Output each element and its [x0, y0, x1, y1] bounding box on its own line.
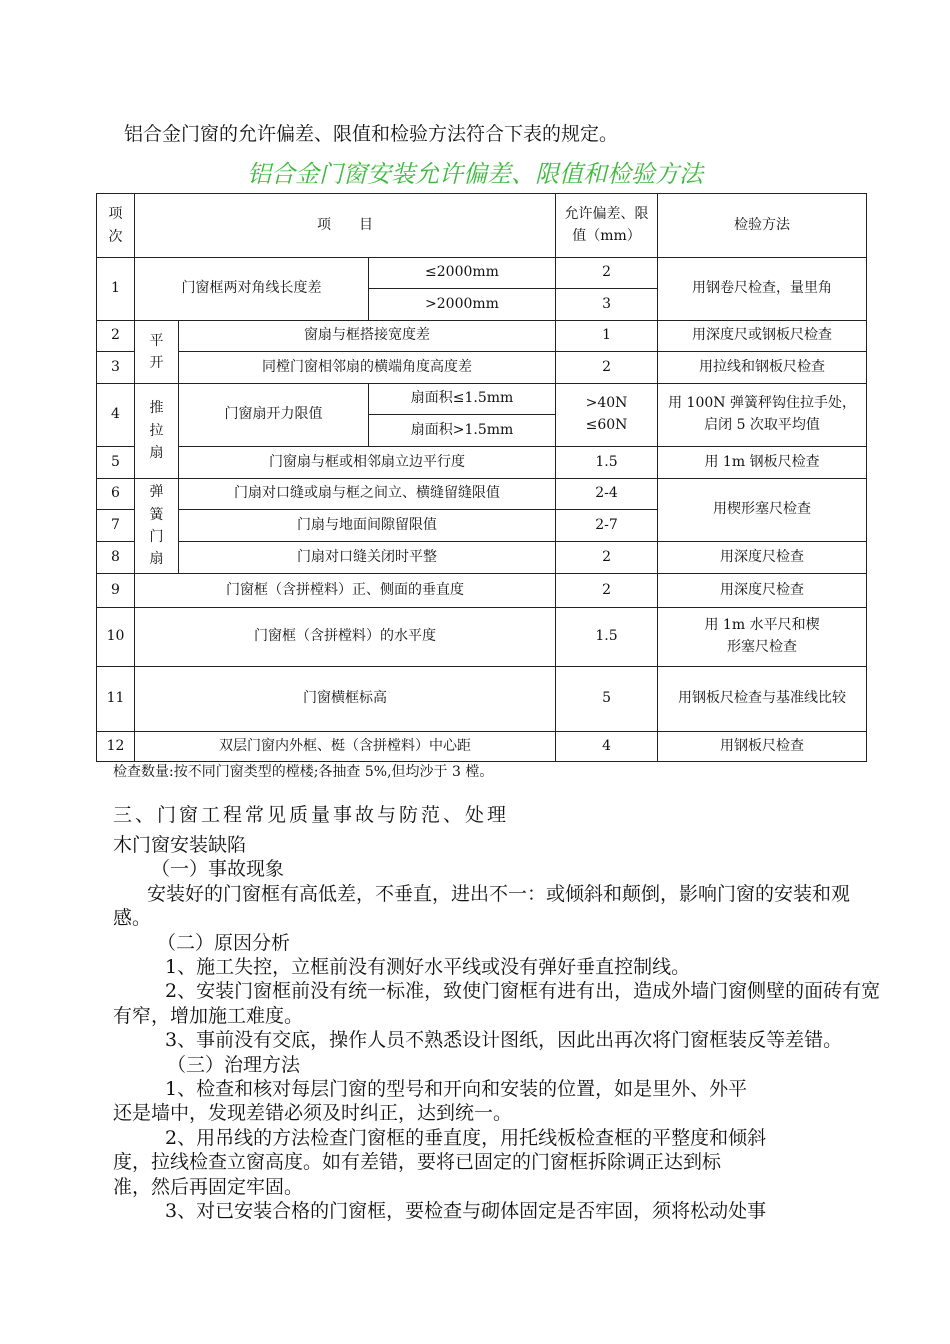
row-value: 4	[556, 732, 658, 762]
paragraph-line: 度，拉线检查立窗高度。如有差错，要将已固定的门窗框拆除调正达到标	[113, 1151, 722, 1174]
paragraph-line: 2、用吊线的方法检查门窗框的垂直度，用托线板检查框的平整度和倾斜	[165, 1126, 767, 1149]
section-heading: 三、门窗工程常见质量事故与防范、处理	[113, 804, 510, 826]
row-item: 门窗扇与框或相邻扇立边平行度	[179, 447, 556, 479]
row-value: 2-7	[556, 510, 658, 542]
table-row	[97, 542, 867, 574]
paragraph-line: 1、检查和核对每层门窗的型号和开向和安装的位置，如是里外、外平	[165, 1078, 748, 1101]
row-value-text: >40N ≤60N	[585, 395, 628, 433]
header-item: 项 目	[135, 194, 556, 258]
row-value: 2	[556, 574, 658, 608]
row-method: 用深度尺检查	[658, 542, 867, 574]
header-no-label: 项次	[108, 206, 123, 245]
row-value	[556, 384, 658, 447]
row-method	[658, 667, 867, 732]
group-casement	[135, 321, 179, 384]
topic-title: 木门窗安装缺陷	[113, 834, 247, 856]
row-method: 用深度尺或钢板尺检查	[658, 321, 867, 352]
row-item: 门窗横框标高	[135, 667, 556, 732]
group-sliding	[135, 384, 179, 479]
subsection-title: （二）原因分析	[157, 931, 291, 954]
paragraph: 2、安装门窗框前没有统一标准，致使门窗框有进有出，造成外墙门窗侧壁的面砖有宽有窄，增加施工难度。	[113, 980, 881, 1027]
row-method: 用钢板尺检查	[658, 732, 867, 762]
row-no: 1	[97, 258, 135, 321]
row-value: 2	[556, 542, 658, 574]
table-row	[97, 258, 867, 289]
subsection-title: （三）治理方法	[167, 1053, 301, 1076]
row-item: 门窗框（含拼樘料）正、侧面的垂直度	[135, 574, 556, 608]
row-no: 9	[97, 574, 135, 608]
row-item: 双层门窗内外框、梃（含拼樘料）中心距	[135, 732, 556, 762]
row-value: 1.5	[556, 608, 658, 667]
table-row	[97, 574, 867, 608]
row-condition: >2000mm	[369, 289, 556, 321]
row-method: 用 100N 弹簧秤钩住拉手处，启闭 5 次取平均值	[658, 384, 867, 447]
row-no: 12	[97, 732, 135, 762]
row-condition: ≤2000mm	[369, 258, 556, 289]
table-row	[97, 732, 867, 762]
row-condition: 扇面积≤1.5mm	[369, 384, 556, 415]
row-no: 2	[97, 321, 135, 352]
row-value: 1	[556, 321, 658, 352]
row-method-text: 用 1m 水平尺和楔形塞尺检查	[704, 617, 820, 655]
paragraph: 安装好的门窗框有高低差，不垂直，进出不一：或倾斜和颠倒，影响门窗的安装和观感。	[113, 882, 851, 930]
row-item: 门扇与地面间隙留限值	[179, 510, 556, 542]
row-no: 11	[97, 667, 135, 732]
row-item: 门窗框（含拼樘料）的水平度	[135, 608, 556, 667]
row-value: 2-4	[556, 479, 658, 510]
table-title: 铝合金门窗安装允许偏差、限值和检验方法	[247, 160, 703, 188]
paragraph: 1、施工失控，立框前没有测好水平线或没有弹好垂直控制线。	[165, 956, 691, 979]
intro-text: 铝合金门窗的允许偏差、限值和检验方法符合下表的规定。	[124, 123, 619, 145]
row-method: 用深度尺检查	[658, 574, 867, 608]
row-no: 3	[97, 352, 135, 384]
row-no: 8	[97, 542, 135, 574]
table-row	[97, 352, 867, 384]
row-item: 门扇对口缝关闭时平整	[179, 542, 556, 574]
table-row	[97, 384, 867, 415]
paragraph-line: 3、对已安装合格的门窗框，要检查与砌体固定是否牢固，须将松动处事	[165, 1200, 767, 1223]
row-value: 2	[556, 352, 658, 384]
row-value: 5	[556, 667, 658, 732]
table-row	[97, 321, 867, 352]
paragraph-line: 准，然后再固定牢固。	[113, 1175, 304, 1198]
row-item: 窗扇与框搭接宽度差	[179, 321, 556, 352]
tolerance-table	[96, 193, 867, 762]
row-condition: 扇面积>1.5mm	[369, 415, 556, 447]
table-row	[97, 667, 867, 732]
header-method: 检验方法	[658, 194, 867, 258]
row-no: 5	[97, 447, 135, 479]
group-label: 平开	[149, 332, 164, 371]
row-no: 6	[97, 479, 135, 510]
row-value: 2	[556, 258, 658, 289]
table-row	[97, 479, 867, 510]
row-method	[658, 608, 867, 667]
row-method-text: 用钢板尺检查与基准线比较	[678, 690, 847, 707]
row-item: 门窗框两对角线长度差	[135, 258, 369, 321]
group-label: 推拉扇	[149, 400, 164, 462]
row-method: 用钢卷尺检查，量里角	[658, 258, 867, 321]
inspection-note: 检查数量:按不同门窗类型的樘楼;各抽查 5%,但均沙于 3 樘。	[113, 764, 494, 780]
row-item: 同樘门窗相邻扇的横端角度高度差	[179, 352, 556, 384]
table-row	[97, 447, 867, 479]
header-no	[97, 194, 135, 258]
paragraph-line: 还是墙中，发现差错必须及时纠正，达到统一。	[113, 1102, 513, 1125]
paragraph: 3、事前没有交底，操作人员不熟悉设计图纸，因此出再次将门窗框装反等差错。	[165, 1029, 843, 1052]
row-value: 1.5	[556, 447, 658, 479]
subsection-title: （一）事故现象	[151, 858, 285, 881]
row-item: 门扇对口缝或扇与框之间立、横缝留缝限值	[179, 479, 556, 510]
row-no: 7	[97, 510, 135, 542]
group-label: 弹簧门扇	[149, 484, 164, 568]
header-tolerance: 允许偏差、限值（mm）	[556, 194, 658, 258]
row-method: 用 1m 钢板尺检查	[658, 447, 867, 479]
row-value: 3	[556, 289, 658, 321]
row-no: 4	[97, 384, 135, 447]
body-text	[113, 833, 885, 1224]
row-method: 用拉线和钢板尺检查	[658, 352, 867, 384]
table-header-row	[97, 194, 867, 258]
row-no: 10	[97, 608, 135, 667]
group-spring-door	[135, 479, 179, 574]
row-item: 门窗扇开力限值	[179, 384, 369, 447]
table-row	[97, 608, 867, 667]
row-method: 用楔形塞尺检查	[658, 479, 867, 542]
